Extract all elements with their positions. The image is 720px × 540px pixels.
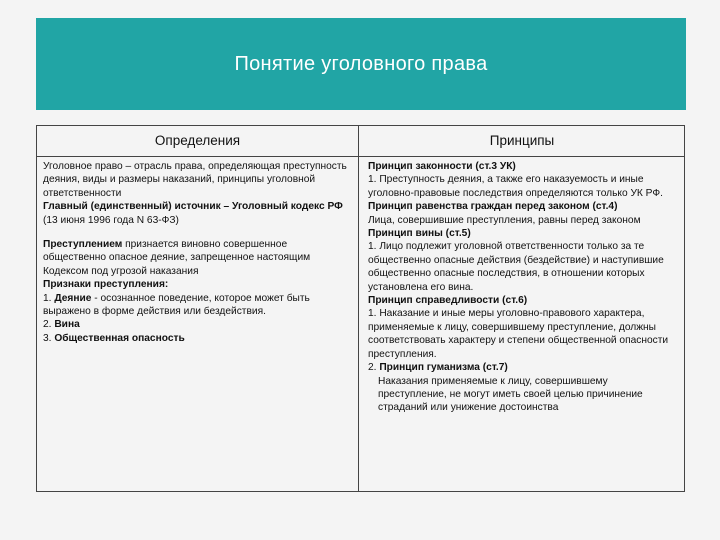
- principle-justice-heading: Принцип справедливости (ст.6): [368, 295, 528, 307]
- principles-cell: [368, 160, 678, 415]
- principle-humanism-heading: 2. Принцип гуманизма (ст.7): [368, 362, 508, 374]
- principle-equality-text: Лица, совершившие преступления, равны перед законом: [368, 214, 641, 226]
- principle-guilt-text: 1. Лицо подлежит уголовной ответственности только за те общественно опасные действия (бездействие) и наступившие общественно опасные последствия, в отношении которых установлена его вина.: [368, 241, 664, 293]
- principle-legality-heading: Принцип законности (ст.3 УК): [368, 161, 516, 172]
- crime-sign-1: 1. Деяние - осознанное поведение, которое может быть выражено в форме действия или бездействия.: [43, 292, 310, 318]
- header-principles: Принципы: [489, 133, 555, 148]
- comparison-table: [36, 125, 685, 492]
- column-divider: [358, 126, 359, 491]
- title-banner: [36, 18, 686, 110]
- principle-legality-text: 1. Преступность деяния, а также его наказуемость и иные уголовно-правовые последствия определяются только УК РФ.: [368, 174, 663, 199]
- principle-guilt-heading: Принцип вины (ст.5): [368, 228, 471, 240]
- definitions-cell: [43, 160, 348, 345]
- definition-criminal-law: Уголовное право – отрасль права, определяющая преступность деяния, виды и размеры наказаний, принципы уголовной ответственности: [43, 161, 347, 199]
- principle-justice-text: 1. Наказание и иные меры уголовно-правового характера, применяемые к лицу, совершившему преступление, должны соответствовать характеру и степени общественной опасности преступления.: [368, 308, 669, 360]
- crime-sign-3: 3. Общественная опасность: [43, 332, 185, 344]
- definition-crime: Преступлением признается виновно совершенное общественно опасное деяние, запрещенное настоящим Кодексом под угрозой наказания: [43, 239, 311, 277]
- table-header-row: [37, 126, 684, 157]
- definition-main-source: Главный (единственный) источник – Уголовный кодекс РФ (13 июня 1996 года N 63-ФЗ): [43, 201, 343, 226]
- header-definitions: Определения: [154, 133, 241, 148]
- crime-sign-2: 2. Вина: [43, 319, 80, 331]
- page-title: Понятие уголовного права: [234, 52, 488, 75]
- principle-equality-heading: Принцип равенства граждан перед законом (ст.4): [368, 201, 618, 213]
- crime-signs-heading: Признаки преступления:: [43, 279, 169, 291]
- principle-humanism-text: Наказания применяемые к лицу, совершившему преступление, не могут иметь своей целью причинение страданий или унижение достоинства: [378, 375, 643, 414]
